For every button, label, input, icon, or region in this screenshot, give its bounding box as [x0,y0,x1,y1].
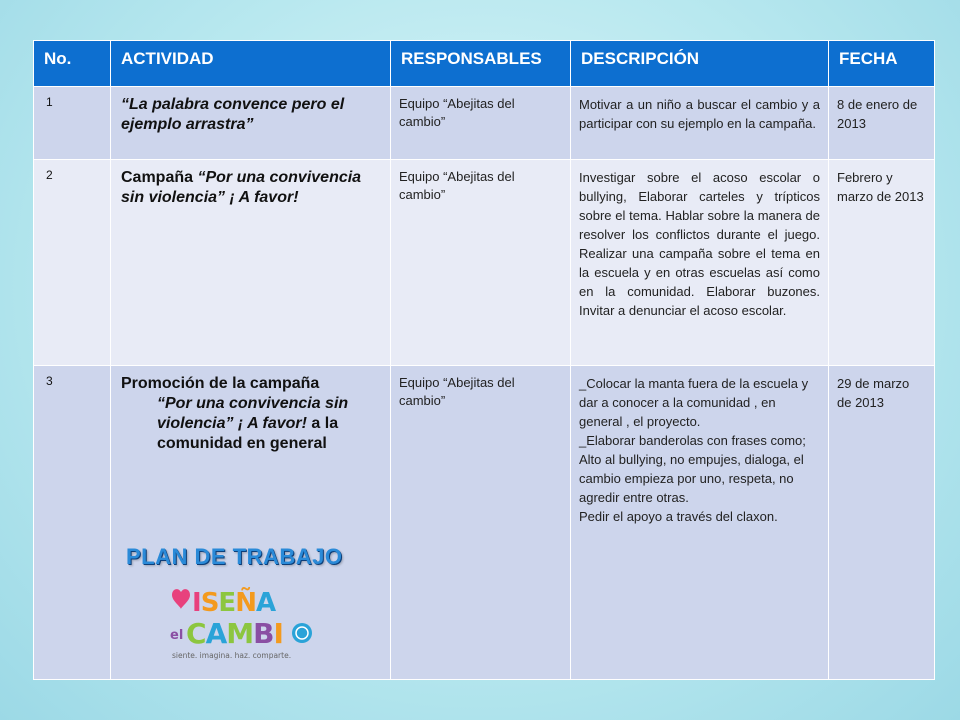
globe-icon [292,623,312,643]
header-fecha: FECHA [829,41,935,87]
activity-indented [121,394,384,454]
description-line: Pedir el apoyo a través del claxon. [579,509,778,524]
description-cell [571,366,829,680]
header-no: No. [34,41,111,87]
heart-icon [172,589,190,609]
header-responsables: RESPONSABLES [391,41,571,87]
responsables-cell: Equipo “Abejitas del cambio” [391,366,571,680]
date-cell: Febrero y marzo de 2013 [829,160,935,366]
description-cell: Investigar sobre el acoso escolar o bullying, Elaborar carteles y trípticos sobre el tema. Hablar sobre la manera de resolver los conflictos durante el juego. Realizar una campaña sobre el tema en la escuela y en otras escuelas así como en la comunidad. Elaborar buzones. Invitar a denunciar el acoso escolar. [571,160,829,366]
header-actividad: ACTIVIDAD [111,41,391,87]
table-header-row [34,41,935,87]
activity-line1: Promoción de la campaña [121,375,320,392]
header-descripcion: DESCRIPCIÓN [571,41,829,87]
plan-title: PLAN DE TRABAJO [126,544,343,569]
row-number: 1 [34,87,111,160]
row-number: 3 [34,366,111,680]
activity-italic: “Por una convivencia sin violencia” ¡ A favor! [157,395,349,432]
logo-line2: CAMBI [186,617,283,650]
description-cell: Motivar a un niño a buscar el cambio y a participar con su ejemplo en la campaña. [571,87,829,160]
logo-tagline: siente. imagina. haz. comparte. [172,651,292,660]
table-row [34,87,935,160]
activity-italic: “Por una convivencia sin violencia” ¡ A favor! [121,169,362,206]
description-line: _Elaborar banderolas con frases como; Alto al bullying, no empujes, dialoga, el cambio empieza por uno, respeta, no agredir entre otras. [579,433,806,505]
activity-suffix: a la comunidad en general [157,415,339,452]
activity-cell [111,160,391,366]
table-row [34,160,935,366]
responsables-cell: Equipo “Abejitas del cambio” [391,160,571,366]
disena-el-cambio-logo [168,583,318,663]
row-number: 2 [34,160,111,366]
activity-cell [111,87,391,160]
logo-el: el [170,628,184,643]
responsables-cell: Equipo “Abejitas del cambio” [391,87,571,160]
description-line: _Colocar la manta fuera de la escuela y dar a conocer a la comunidad , en general , el proyecto. [579,376,809,429]
activity-text: “La palabra convence pero el ejemplo arrastra” [121,96,345,133]
date-cell: 8 de enero de 2013 [829,87,935,160]
date-cell: 29 de marzo de 2013 [829,366,935,680]
logo-line1: ISEÑA [192,588,276,618]
activity-prefix: Campaña [121,169,198,186]
